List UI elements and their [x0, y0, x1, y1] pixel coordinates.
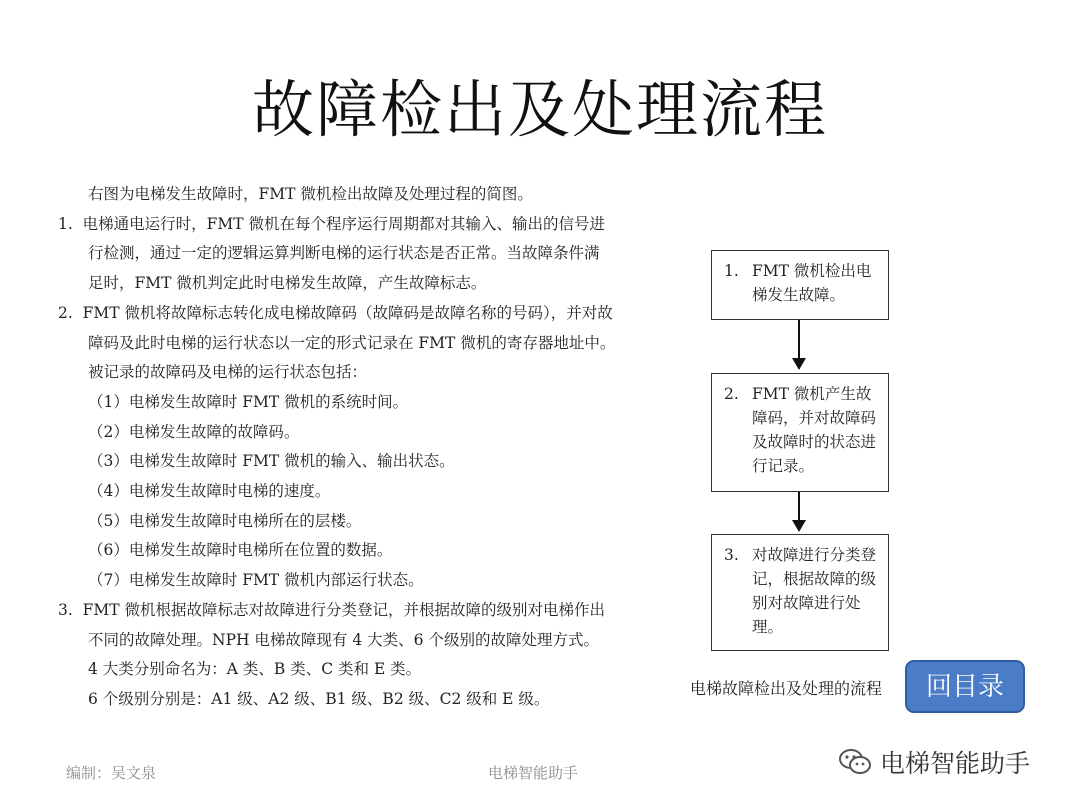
- list-item-2-line-3: 被记录的故障码及电梯的运行状态包括：: [88, 363, 368, 382]
- watermark-text: 电梯智能助手: [880, 749, 1031, 778]
- list-item-2-line-2: 障码及此时电梯的运行状态以一定的形式记录在 FMT 微机的寄存器地址中。: [88, 333, 616, 352]
- flowchart-step-3-text: 对故障进行分类登记，根据故障的级别对故障进行处理。: [752, 546, 877, 636]
- body-text: [58, 180, 688, 715]
- flow-arrow-shaft: [798, 492, 800, 522]
- list-item-1-number: 1.: [58, 214, 73, 233]
- watermark: [838, 744, 1030, 780]
- list-item-1-line-1: 1. 电梯通电运行时，FMT 微机在每个程序运行周期都对其输入、输出的信号进: [58, 214, 606, 233]
- sub-item: （7）电梯发生故障时 FMT 微机内部运行状态。: [88, 571, 424, 590]
- list-item-3-line-2: 不同的故障处理。NPH 电梯故障现有 4 大类、6 个级别的故障处理方式。: [88, 630, 599, 649]
- list-item-2-number: 2.: [58, 303, 73, 322]
- flowchart-step-1-number: 1.: [724, 262, 739, 280]
- sub-item: （1）电梯发生故障时 FMT 微机的系统时间。: [88, 392, 409, 411]
- flowchart-step-1-text: FMT 微机检出电梯发生故障。: [752, 262, 872, 304]
- flowchart-step-2-text: FMT 微机产生故障码，并对故障码及故障时的状态进行记录。: [752, 385, 877, 475]
- intro-text: 右图为电梯发生故障时，FMT 微机检出故障及处理过程的简图。: [88, 185, 533, 203]
- footer-author: 编制：吴文泉: [66, 764, 157, 782]
- flow-arrow-head: [792, 358, 806, 370]
- sub-item: （5）电梯发生故障时电梯所在的层楼。: [88, 511, 362, 530]
- page-title: 故障检出及处理流程: [251, 73, 828, 146]
- list-item-1-line-2: 行检测，通过一定的逻辑运算判断电梯的运行状态是否正常。当故障条件满: [88, 244, 600, 263]
- flowchart-step-2-number: 2.: [724, 385, 739, 403]
- sub-item: （2）电梯发生故障的故障码。: [88, 422, 300, 441]
- list-item-3-number: 3.: [58, 600, 73, 619]
- flowchart-step-3: [711, 534, 889, 651]
- wechat-icon: [838, 747, 872, 777]
- footer-center-label: 电梯智能助手: [488, 764, 579, 782]
- list-item-3-line-1: 3. FMT 微机根据故障标志对故障进行分类登记，并根据故障的级别对电梯作出: [58, 600, 606, 619]
- list-item-2-line-1: 2. FMT 微机将故障标志转化成电梯故障码（故障码是故障名称的号码），并对故: [58, 303, 613, 322]
- flowchart-step-2: [711, 373, 889, 492]
- back-to-contents-button[interactable]: 回目录: [905, 660, 1025, 713]
- list-item-3-line-4: 6 个级别分别是：A1 级、A2 级、B1 级、B2 级、C2 级和 E 级。: [88, 689, 550, 708]
- flow-arrow-head: [792, 520, 806, 532]
- flowchart-step-1: [711, 250, 889, 320]
- flowchart-step-3-number: 3.: [724, 546, 739, 564]
- sub-item: （6）电梯发生故障时电梯所在位置的数据。: [88, 541, 393, 560]
- flow-arrow-shaft: [798, 320, 800, 360]
- list-item-3-line-3: 4 大类分别命名为：A 类、B 类、C 类和 E 类。: [88, 660, 422, 679]
- sub-item: （4）电梯发生故障时电梯的速度。: [88, 482, 331, 501]
- sub-item: （3）电梯发生故障时 FMT 微机的输入、输出状态。: [88, 452, 455, 471]
- flowchart-caption: 电梯故障检出及处理的流程: [690, 679, 883, 698]
- list-item-1-line-3: 足时，FMT 微机判定此时电梯发生故障，产生故障标志。: [88, 274, 487, 293]
